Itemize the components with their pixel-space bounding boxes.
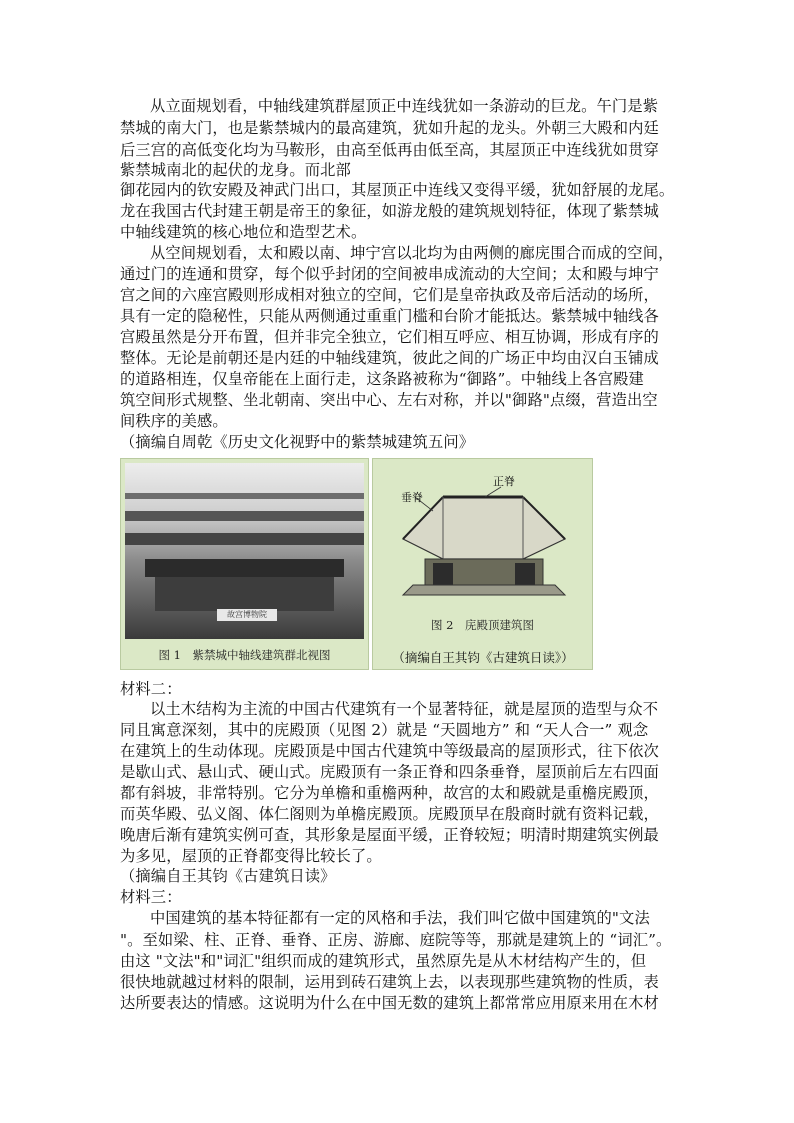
figure-1 <box>120 458 369 670</box>
paragraph-line: 宫殿虽然是分开布置，但并非完全独立，它们相互呼应、相互协调，形成有序的 <box>120 328 659 346</box>
plaque-label: 故宫博物院 <box>217 609 277 621</box>
paragraph-line: 达所要表达的情感。这说明为什么在中国无数的建筑上都常常应用原来用在木材 <box>120 994 659 1012</box>
paragraph-line: 紫禁城南北的起伏的龙身。而北部 <box>120 161 351 179</box>
paragraph-line: 从空间规划看，太和殿以南、坤宁宫以北均为由两侧的廊庑围合而成的空间， <box>150 244 674 262</box>
section-heading: 材料二： <box>120 680 182 698</box>
hip-roof-drawing <box>373 459 592 609</box>
section-heading: 材料三： <box>120 888 182 906</box>
paragraph-line: 是歇山式、悬山式、硬山式。庑殿顶有一条正脊和四条垂脊，屋顶前后左右四面 <box>120 763 659 781</box>
paragraph-line: 筑空间形式规整、坐北朝南、突出中心、左右对称，并以"御路"点缀，营造出空 <box>120 391 658 409</box>
label-hanging-ridge: 垂脊 <box>401 491 423 504</box>
paragraph-line: 整体。无论是前朝还是内廷的中轴线建筑，彼此之间的广场正中均由汉白玉铺成 <box>120 349 659 367</box>
paragraph-line: "。至如梁、柱、正脊、垂脊、正房、游廊、庭院等等，那就是建筑上的 “词汇”。 <box>120 931 672 949</box>
forbidden-city-photo <box>125 463 364 639</box>
paragraph-line: 中轴线建筑的核心地位和造型艺术。 <box>120 223 367 241</box>
paragraph-line: 而英华殿、弘义阁、体仁阁则为单檐庑殿顶。庑殿顶早在殷商时就有资料记载， <box>120 805 659 823</box>
paragraph-line: 为多见，屋顶的正脊都变得比较长了。 <box>120 847 382 865</box>
paragraph-line: 龙在我国古代封建王朝是帝王的象征，如游龙般的建筑规划特征，体现了紫禁城 <box>120 202 659 220</box>
paragraph-line: 从立面规划看，中轴线建筑群屋顶正中连线犹如一条游动的巨龙。午门是紫 <box>150 97 659 115</box>
paragraph-line: 中国建筑的基本特征都有一定的风格和手法，我们叫它做中国建筑的"文法 <box>150 909 650 927</box>
figure-1-caption: 图 1 紫禁城中轴线建筑群北视图 <box>158 648 331 662</box>
paragraph-line: 通过门的连通和贯穿，每个似乎封闭的空间被串成流动的大空间；太和殿与坤宁 <box>120 265 659 283</box>
paragraph-line: 禁城的南大门，也是紫禁城内的最高建筑，犹如升起的龙头。外朝三大殿和内廷 <box>120 119 659 137</box>
source-citation: （摘编自周乾《历史文化视野中的紫禁城建筑五问》 <box>120 433 475 451</box>
paragraph-line: 宫之间的六座宫殿则形成相对独立的空间，它们是皇帝执政及帝后活动的场所， <box>120 286 659 304</box>
paragraph-line: 晚唐后渐有建筑实例可查，其形象是屋面平缓，正脊较短；明清时期建筑实例最 <box>120 826 659 844</box>
paragraph-line: 在建筑上的生动体现。庑殿顶是中国古代建筑中等级最高的屋顶形式，往下依次 <box>120 742 659 760</box>
label-main-ridge: 正脊 <box>493 475 515 488</box>
paragraph-line: 的道路相连，仅皇帝能在上面行走，这条路被称为“御路”。中轴线上各宫殿建 <box>120 370 644 388</box>
figure-2-caption: 图 2 庑殿顶建筑图 <box>431 618 534 632</box>
paragraph-line: 同且寓意深刻，其中的庑殿顶（见图 2）就是 “天圆地方” 和 “天人合一” 观念 <box>120 721 649 739</box>
paragraph-line: 都有斜坡，非常特别。它分为单檐和重檐两种，故宫的太和殿就是重檐庑殿顶， <box>120 784 659 802</box>
paragraph-line: 后三宫的高低变化均为马鞍形，由高至低再由低至高，其屋顶正中连线犹如贯穿 <box>120 141 659 159</box>
figure-2-source: （摘编自王其钧《古建筑日读》） <box>392 650 574 665</box>
paragraph-line: 具有一定的隐秘性，只能从两侧通过重重门槛和台阶才能抵达。紫禁城中轴线各 <box>120 307 659 325</box>
paragraph-line: 御花园内的钦安殿及神武门出口，其屋顶正中连线又变得平缓，犹如舒展的龙尾。 <box>120 181 675 199</box>
figure-2 <box>372 458 593 670</box>
paragraph-line: 很快地就越过材料的限制，运用到砖石建筑上去，以表现那些建筑物的性质，表 <box>120 973 659 991</box>
paragraph-line: 由这 "文法"和"词汇"组织而成的建筑形式，虽然原先是从木材结构产生的，但 <box>120 952 647 970</box>
paragraph-line: 间秩序的美感。 <box>120 412 228 430</box>
source-citation: （摘编自王其钧《古建筑日读》 <box>120 867 336 885</box>
paragraph-line: 以土木结构为主流的中国古代建筑有一个显著特征，就是屋顶的造型与众不 <box>150 700 659 718</box>
